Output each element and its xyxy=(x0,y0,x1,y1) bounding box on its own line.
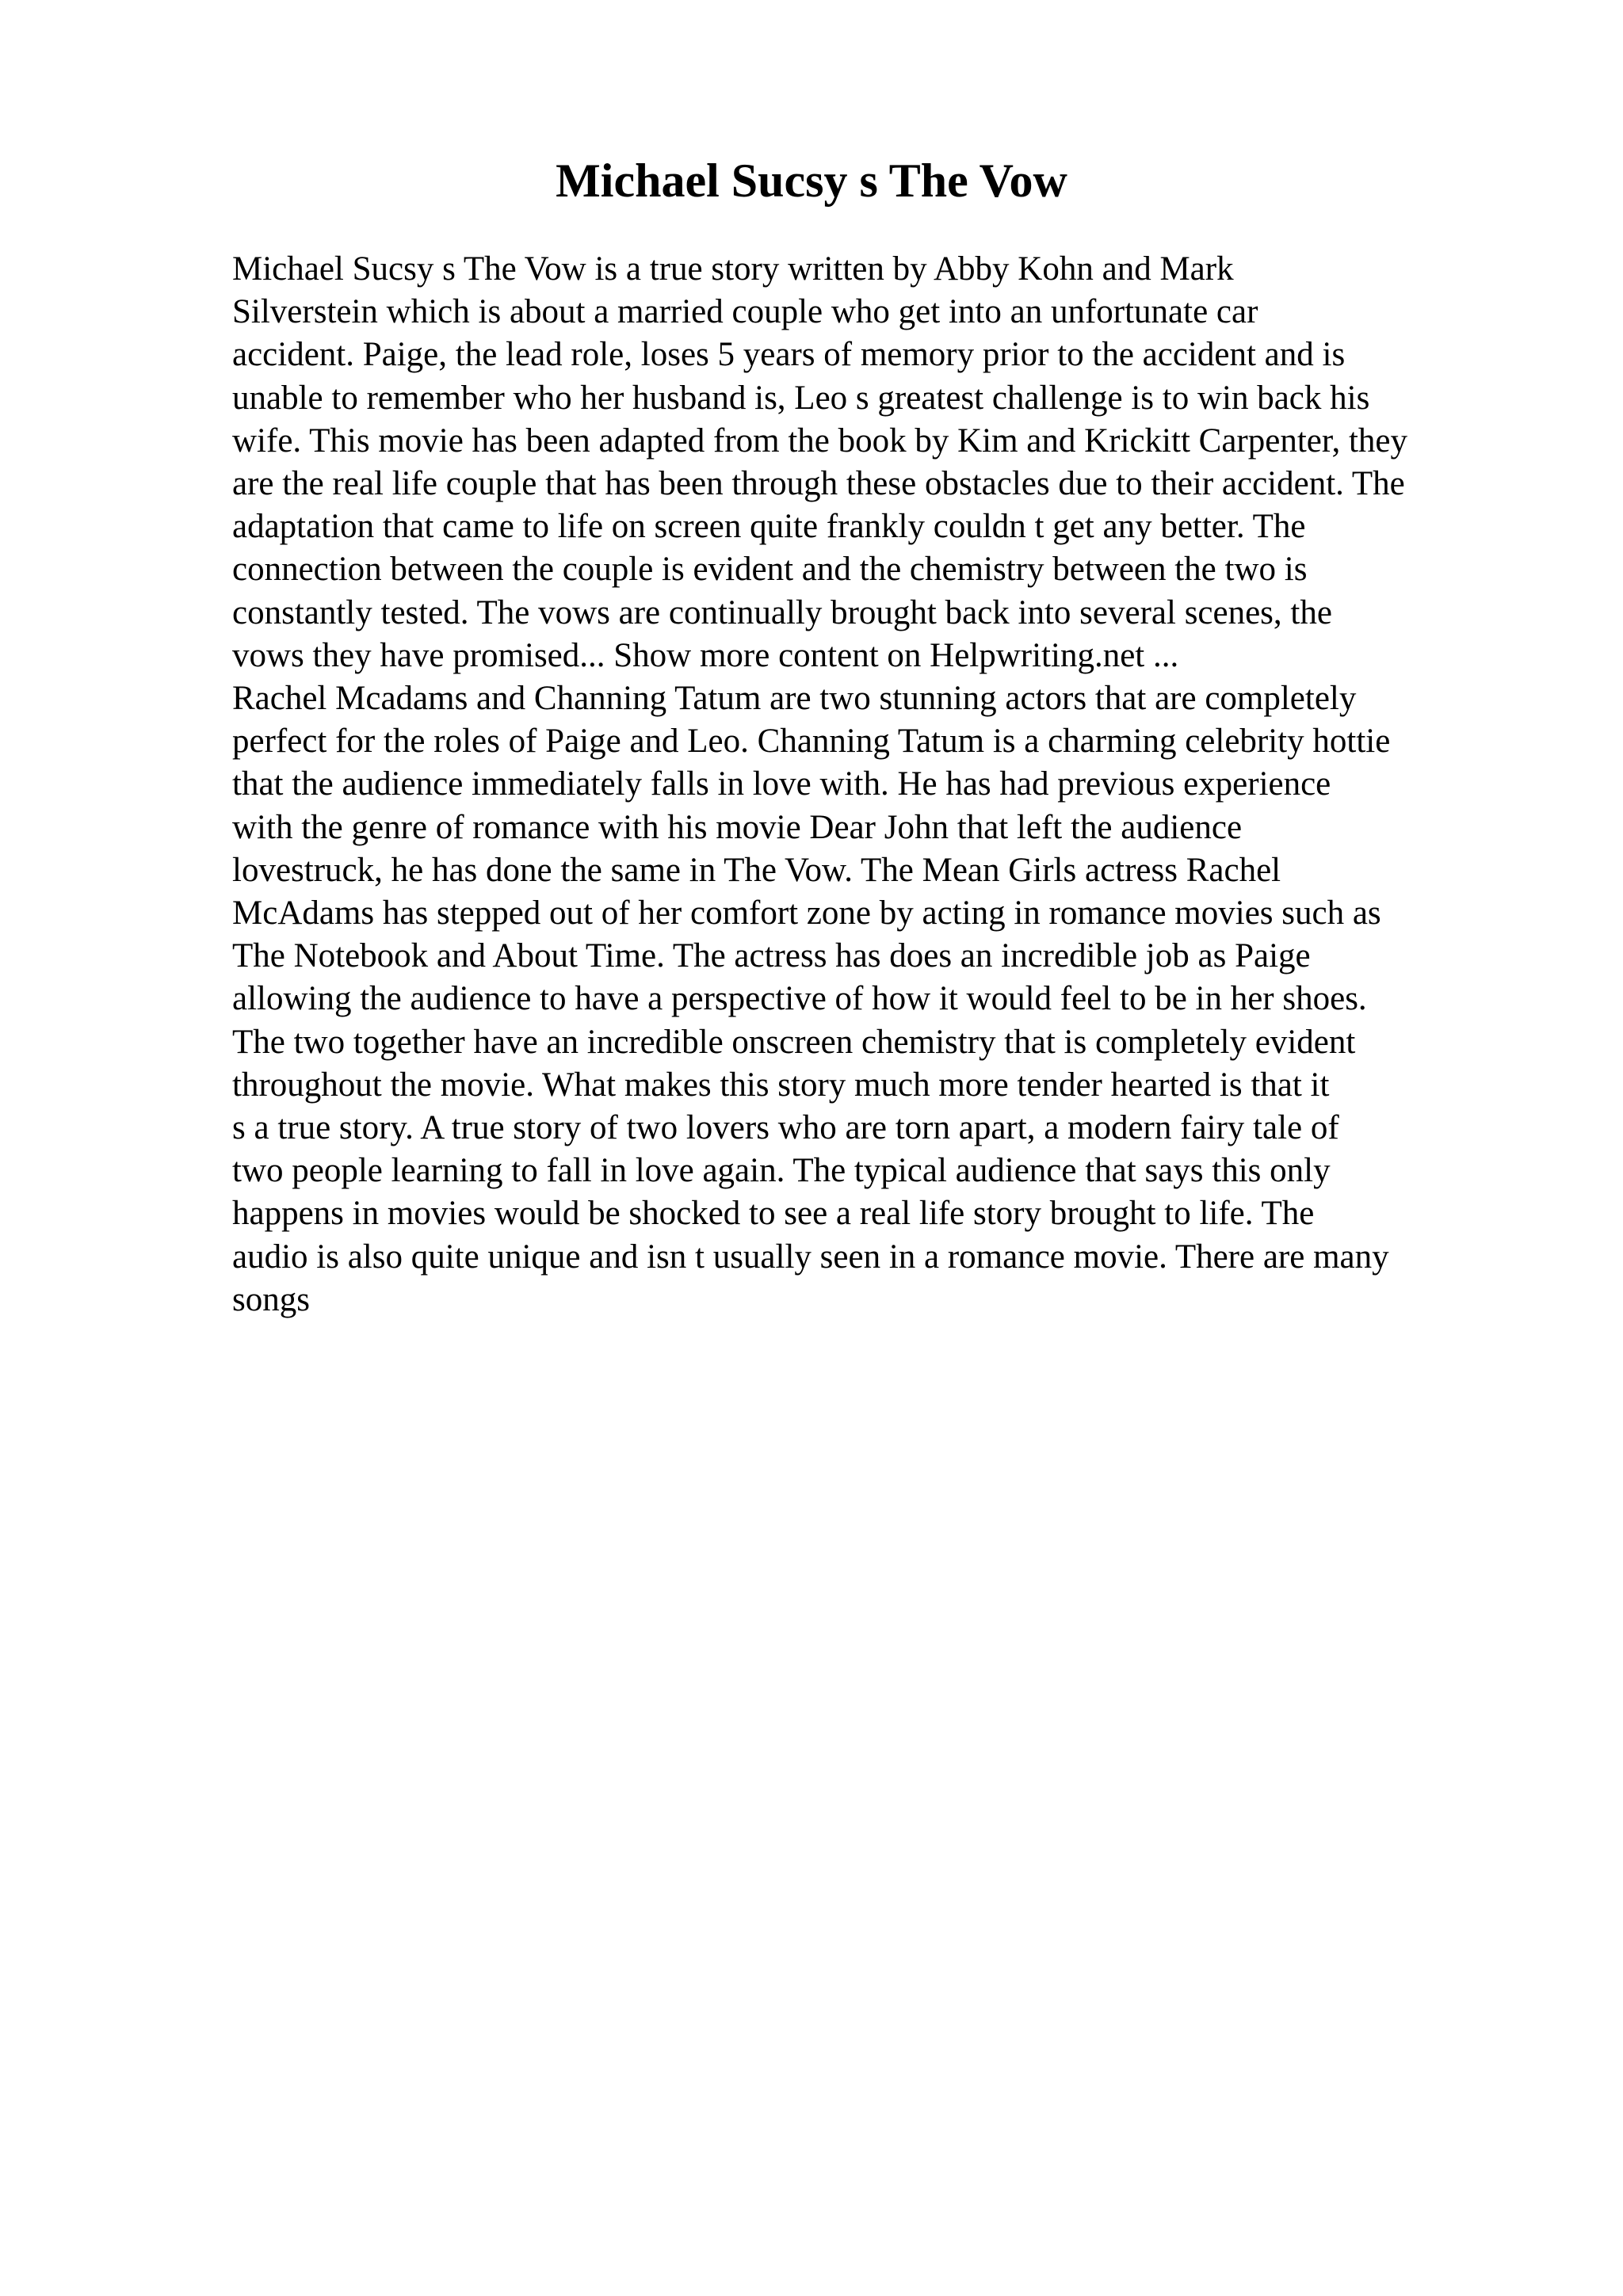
body-line: unable to remember who her husband is, Leo s greatest challenge is to win back his xyxy=(232,379,1370,417)
body-line: adaptation that came to life on screen quite frankly couldn t get any better. The xyxy=(232,508,1306,546)
body-line: perfect for the roles of Paige and Leo. Channing Tatum is a charming celebrity hottie xyxy=(232,723,1391,761)
body-line: s a true story. A true story of two lovers who are torn apart, a modern fairy tale of xyxy=(232,1109,1339,1147)
body-line: The two together have an incredible onscreen chemistry that is completely evident xyxy=(232,1023,1356,1061)
body-line: The Notebook and About Time. The actress has does an incredible job as Paige xyxy=(232,937,1311,975)
body-line: constantly tested. The vows are continually brought back into several scenes, the xyxy=(232,593,1332,631)
body-line: are the real life couple that has been through these obstacles due to their accident. The xyxy=(232,465,1405,503)
body-line: audio is also quite unique and isn t usually seen in a romance movie. There are many xyxy=(232,1238,1389,1276)
body-line: two people learning to fall in love again. The typical audience that says this only xyxy=(232,1152,1331,1190)
body-line: with the genre of romance with his movie Dear John that left the audience xyxy=(232,808,1243,846)
body-line: throughout the movie. What makes this story much more tender hearted is that it xyxy=(232,1066,1330,1104)
body-line: lovestruck, he has done the same in The Vow. The Mean Girls actress Rachel xyxy=(232,851,1281,889)
body-line: Silverstein which is about a married couple who get into an unfortunate car xyxy=(232,293,1258,331)
body-line: McAdams has stepped out of her comfort zone by acting in romance movies such as xyxy=(232,894,1381,933)
body-line: that the audience immediately falls in love with. He has had previous experience xyxy=(232,765,1331,803)
body-line: vows they have promised... Show more content on Helpwriting.net ... xyxy=(232,636,1179,674)
body-line: accident. Paige, the lead role, loses 5 years of memory prior to the accident and is xyxy=(232,336,1346,374)
body-line: happens in movies would be shocked to see a real life story brought to life. The xyxy=(232,1195,1315,1233)
body-line: Rachel Mcadams and Channing Tatum are two stunning actors that are completely xyxy=(232,680,1357,718)
body-line: allowing the audience to have a perspective of how it would feel to be in her shoes. xyxy=(232,980,1367,1018)
document-title: Michael Sucsy s The Vow xyxy=(556,154,1067,207)
body-line: wife. This movie has been adapted from the book by Kim and Krickitt Carpenter, they xyxy=(232,421,1407,460)
body-line: Michael Sucsy s The Vow is a true story written by Abby Kohn and Mark xyxy=(232,250,1234,288)
body-line: connection between the couple is evident and the chemistry between the two is xyxy=(232,551,1308,589)
document-body xyxy=(232,248,1532,1322)
body-line: songs xyxy=(232,1280,310,1318)
